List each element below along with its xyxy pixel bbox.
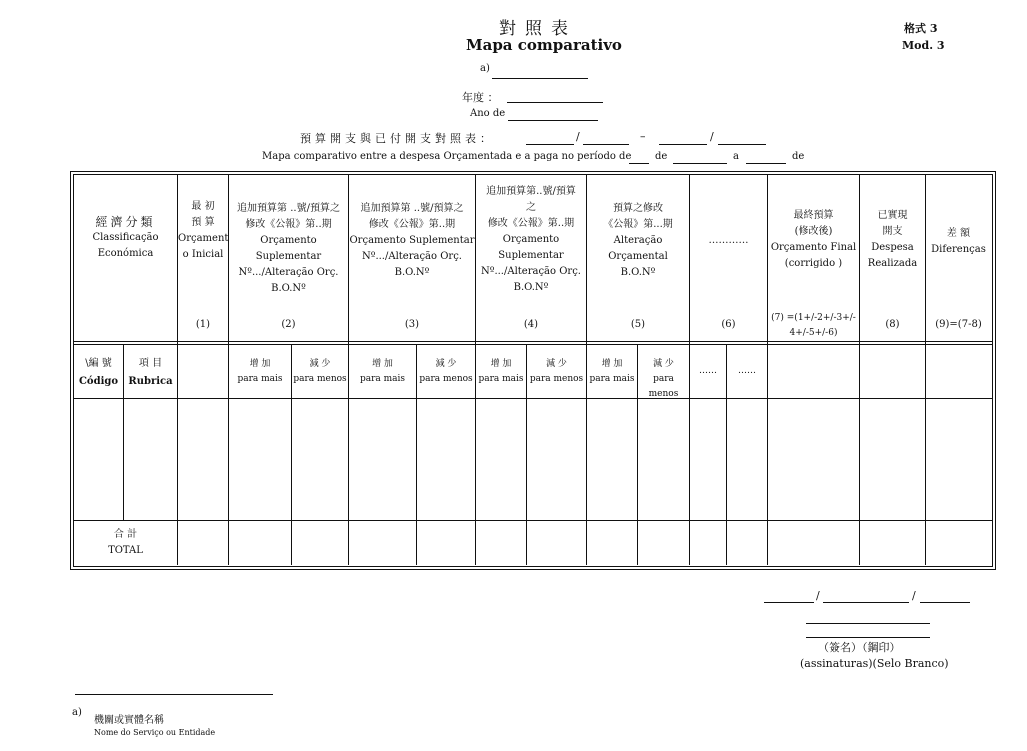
period-field-2[interactable] — [583, 133, 629, 145]
col-supplement-2-header: 追加預算第 ..號/預算之 修改《公報》第..期 Orçamento Suplementar Nº.../Alteração Orç. B.O.Nº — [237, 203, 340, 294]
period-field-1[interactable] — [526, 133, 574, 145]
sub-dots-1: …… — [699, 366, 717, 376]
year-label-zh: 年度 ： — [462, 91, 499, 104]
sub-inc-2: 增 加 para mais — [237, 359, 283, 384]
period-sep-2: / — [710, 130, 714, 143]
year-label-pt: Ano de — [470, 108, 506, 119]
sub-dec-3: 減 少 para menos — [419, 359, 473, 384]
year-field[interactable] — [507, 91, 603, 103]
sub-inc-5: 增 加 para mais — [589, 359, 635, 384]
footnote-pt: Nome do Serviço ou Entidade — [94, 728, 216, 737]
col-num-6: (6) — [721, 319, 736, 330]
period-field-4[interactable] — [718, 133, 766, 145]
col-alteration-header: 預算之修改 《公報》第...期 Alteração Orçamental B.O.Nº — [603, 203, 673, 278]
footnote-zh: 機關或實體名稱 — [94, 715, 164, 726]
entity-field[interactable] — [492, 67, 588, 79]
subtitle-de-2: de — [792, 151, 805, 162]
col-num-8: (8) — [885, 319, 900, 330]
period-pt-field-2[interactable] — [673, 152, 727, 164]
col-initial-budget-header: 最 初 預 算 Orçament o Inicial — [178, 201, 229, 260]
col-supplement-4-header: 追加預算第..號/預算 之 修改《公報》第..期 Orçamento Suplementar Nº.../Alteração Orç. B.O.Nº — [481, 186, 581, 293]
period-pt-field-1[interactable] — [629, 152, 649, 164]
signature-line-2[interactable] — [806, 626, 930, 638]
year-field-pt[interactable] — [508, 109, 598, 121]
subtitle-a: a — [733, 151, 739, 162]
format-label-pt: Mod. 3 — [902, 39, 945, 52]
period-pt-field-3[interactable] — [746, 152, 786, 164]
format-label-zh: 格式 3 — [904, 22, 938, 35]
footnote-marker: a) — [72, 707, 82, 718]
col-num-3: (3) — [404, 319, 420, 330]
col-num-7: (7) =(1+/-2+/-3+/- 4+/-5+/-6) — [771, 313, 856, 338]
signature-line-1[interactable] — [806, 612, 930, 624]
sub-dec-2: 減 少 para menos — [293, 359, 347, 384]
sub-dec-5: 減 少 para menos — [648, 359, 679, 399]
sign-date-year[interactable] — [920, 591, 970, 603]
col-num-4: (4) — [523, 319, 539, 330]
col-num-5: (5) — [630, 319, 646, 330]
sign-date-month[interactable] — [823, 591, 909, 603]
sign-date-day[interactable] — [764, 591, 814, 603]
col-realized-header: 已實現 開支 Despesa Realizada — [867, 210, 918, 269]
signature-label-zh: （簽名）（鋼印） — [818, 641, 901, 654]
title-zh: 對照表 — [499, 19, 577, 39]
col-other-header: ………… — [708, 235, 749, 246]
signature-label-pt: (assinaturas)(Selo Branco) — [800, 657, 949, 670]
total-label: 合 計 TOTAL — [108, 529, 143, 556]
col-difference-header: 差 額 Diferenças — [931, 228, 986, 255]
sign-sep-1: / — [816, 589, 820, 602]
sign-sep-2: / — [912, 589, 916, 602]
period-dash: – — [640, 130, 646, 143]
sub-dots-2: …… — [738, 366, 756, 376]
period-sep-1: / — [576, 130, 580, 143]
subtitle-zh: 預算開支與已付開支對照表： — [300, 132, 495, 145]
title-pt: Mapa comparativo — [466, 36, 622, 54]
subtitle-de-1: de — [655, 151, 668, 162]
col-final-budget-header: 最終預算 (修改後) Orçamento Final (corrigido ) — [770, 210, 857, 269]
sub-inc-4: 增 加 para mais — [478, 359, 524, 384]
col-supplement-3-header: 追加預算第 ..號/預算之 修改《公報》第..期 Orçamento Suplementar Nº.../Alteração Orç. B.O.Nº — [349, 203, 475, 278]
sub-code: \編 號 Código — [78, 358, 119, 387]
period-field-3[interactable] — [659, 133, 707, 145]
col-num-1: (1) — [195, 319, 211, 330]
col-classification-header: 經濟分類 Classificação Económica — [92, 215, 159, 259]
col-num-9: (9)=(7-8) — [935, 319, 982, 330]
col-num-2: (2) — [281, 319, 296, 330]
sub-dec-4: 減 少 para menos — [529, 359, 584, 384]
subtitle-pt: Mapa comparativo entre a despesa Orçamentada e a paga no período de — [262, 151, 632, 162]
sub-rubrica: 項 目 Rubrica — [128, 358, 173, 387]
sub-inc-3: 增 加 para mais — [359, 359, 406, 384]
entity-label: a) — [480, 63, 490, 74]
